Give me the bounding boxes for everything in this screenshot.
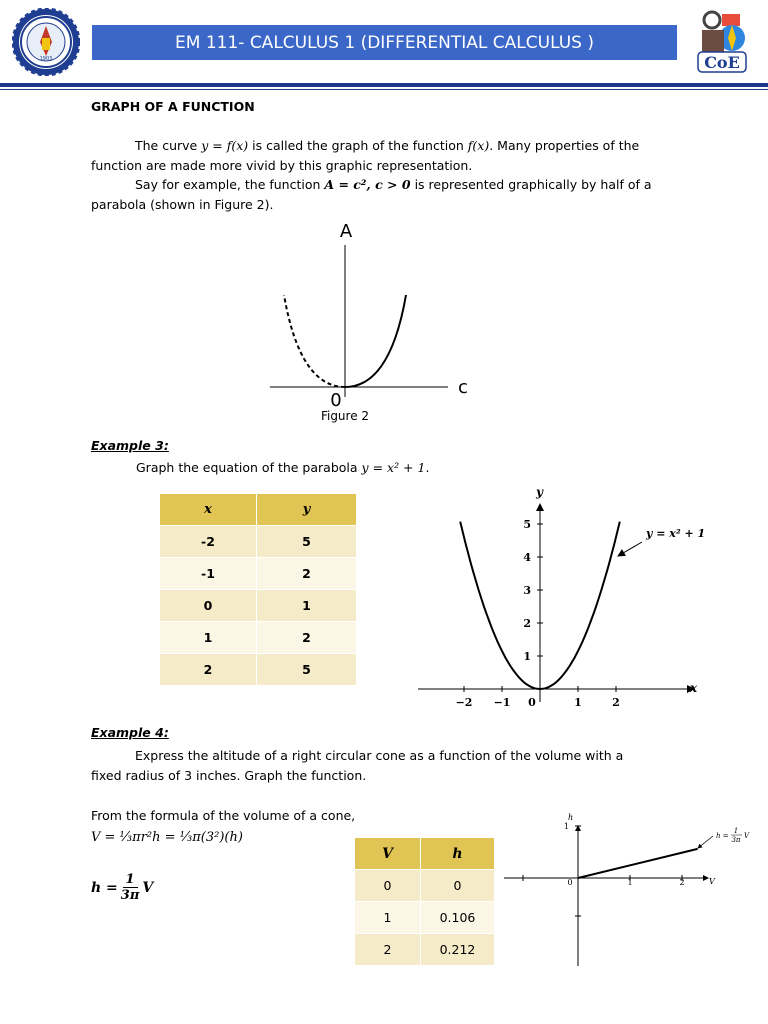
- table-cell: 1: [257, 590, 357, 622]
- p1-text-c: . Many properties of the: [489, 138, 640, 153]
- coe-logo: [692, 8, 752, 74]
- table-cell: 0.212: [421, 934, 495, 966]
- ex4-annotation-var: V: [744, 832, 750, 840]
- fig2-origin-label: 0: [330, 390, 342, 411]
- p1-math-1: y = f(x): [201, 138, 249, 153]
- p2-text-b: is represented graphically by half of a: [414, 177, 652, 192]
- formula-altitude-lhs: h =: [91, 879, 118, 896]
- coe-logo-text: CoE: [704, 53, 740, 72]
- example3-graph: [410, 482, 710, 712]
- ex4-annotation-num: 1: [733, 827, 739, 835]
- ex3-x-tick-label: −2: [455, 696, 473, 709]
- ex3-y-tick-label: 1: [523, 650, 531, 663]
- table-row: [160, 654, 357, 686]
- table-cell: 0: [355, 870, 421, 902]
- ex3-x-tick-label: 1: [574, 696, 582, 709]
- fig2-caption: Figure 2: [320, 409, 370, 423]
- table-cell: 0.106: [421, 902, 495, 934]
- example3-instruction: Graph the equation of the parabola: [136, 460, 358, 475]
- table-cell: 0: [421, 870, 495, 902]
- example4-text: [91, 746, 681, 785]
- ex3-y-axis-label: y: [536, 485, 543, 499]
- school-seal-logo: [12, 8, 80, 76]
- ex3-y-tick-label: 4: [523, 551, 531, 564]
- p2-line-2: parabola (shown in Figure 2).: [91, 196, 274, 212]
- p2-text-a: Say for example, the function: [135, 177, 321, 192]
- fig2-dashed-half-parabola: [284, 295, 345, 387]
- ex4-x-tick-label: 0: [567, 878, 573, 887]
- example4-table: [354, 837, 495, 966]
- example3-period: .: [425, 460, 430, 475]
- ex3-x-tick-label: 2: [612, 696, 620, 709]
- table-cell: 5: [257, 526, 357, 558]
- example3-equation: y = x² + 1: [361, 460, 426, 475]
- table-row: [355, 870, 495, 902]
- table-cell: 1: [160, 622, 257, 654]
- example3-title: Example 3:: [91, 438, 169, 453]
- table-cell: 2: [257, 622, 357, 654]
- formula-altitude-denominator: 3π: [120, 888, 140, 903]
- header-rule-thin: [0, 89, 768, 90]
- formula-altitude-numerator: 1: [123, 872, 138, 888]
- ex3-x-tick-label: 0: [528, 696, 536, 709]
- fig2-x-label: c: [458, 377, 468, 398]
- table-cell: 2: [257, 558, 357, 590]
- ex3-x-axis-label: x: [690, 681, 698, 695]
- ex4-x-axis-label: V: [709, 877, 715, 886]
- table-cell: -1: [160, 558, 257, 590]
- header-rule-thick: [0, 83, 768, 87]
- table-row: [160, 622, 357, 654]
- table-row: [160, 526, 357, 558]
- ex4-y-axis-label: h: [568, 813, 574, 822]
- example3-table: [159, 493, 357, 686]
- table-row: [355, 934, 495, 966]
- course-title-banner: [92, 25, 677, 60]
- seal-year: 1903: [39, 56, 53, 62]
- table-cell: 2: [355, 934, 421, 966]
- ex3-y-tick-label: 5: [523, 518, 531, 531]
- ex3-annotation: y = x² + 1: [646, 527, 706, 540]
- ex4-x-tick-label: 1: [627, 878, 633, 887]
- table-cell: 1: [355, 902, 421, 934]
- table-cell: 0: [160, 590, 257, 622]
- table-row: [160, 590, 357, 622]
- ex3-annotation-arrow: [618, 542, 642, 556]
- figure-2: [260, 215, 480, 430]
- table-cell: -2: [160, 526, 257, 558]
- ex4-function-line: [578, 849, 698, 878]
- ex3-x-tick-label: −1: [493, 696, 511, 709]
- table-header-y: y: [257, 494, 357, 526]
- p1-math-2: f(x): [467, 138, 490, 153]
- table-cell: 2: [160, 654, 257, 686]
- example4-line-1: Express the altitude of a right circular cone as a function of the volume with a: [135, 748, 624, 763]
- example4-graph: [498, 808, 760, 970]
- ex4-annotation-den: 3π: [731, 836, 741, 844]
- course-title: EM 111- CALCULUS 1 (DIFFERENTIAL CALCULUS ): [175, 32, 594, 53]
- ex4-annotation-arrow: [698, 836, 713, 848]
- p2-math: A = c², c > 0: [324, 177, 411, 192]
- formula-altitude-var: V: [142, 879, 154, 896]
- paragraph-1: [91, 136, 671, 214]
- table-header-h: h: [421, 838, 495, 870]
- ex4-x-tick-label: 2: [679, 878, 685, 887]
- p1-line-2: function are made more vivid by this graphic representation.: [91, 157, 473, 173]
- p1-text-a: The curve: [135, 138, 198, 153]
- formula-altitude: [91, 872, 153, 903]
- section-heading: GRAPH OF A FUNCTION: [91, 99, 255, 114]
- example4-title: Example 4:: [91, 725, 169, 740]
- ex4-annotation: [716, 827, 750, 844]
- ex4-y-tick-label: 1: [563, 822, 569, 831]
- example4-line-2: fixed radius of 3 inches. Graph the function.: [91, 767, 367, 783]
- ex3-y-tick-label: 3: [523, 584, 531, 597]
- table-cell: 5: [257, 654, 357, 686]
- table-header-x: x: [160, 494, 257, 526]
- table-header-v: V: [355, 838, 421, 870]
- table-row: [160, 558, 357, 590]
- fig2-solid-half-parabola: [345, 295, 406, 387]
- example3-text: [136, 458, 429, 478]
- fig2-y-label: A: [339, 221, 353, 242]
- ex4-annotation-lhs: h =: [716, 832, 729, 840]
- table-row: [355, 902, 495, 934]
- formula-intro: From the formula of the volume of a cone,: [91, 808, 356, 823]
- ex3-y-tick-label: 2: [523, 617, 531, 630]
- p1-text-b: is called the graph of the function: [252, 138, 464, 153]
- formula-volume: V = ⅓πr²h = ⅓π(3²)(h): [91, 830, 243, 845]
